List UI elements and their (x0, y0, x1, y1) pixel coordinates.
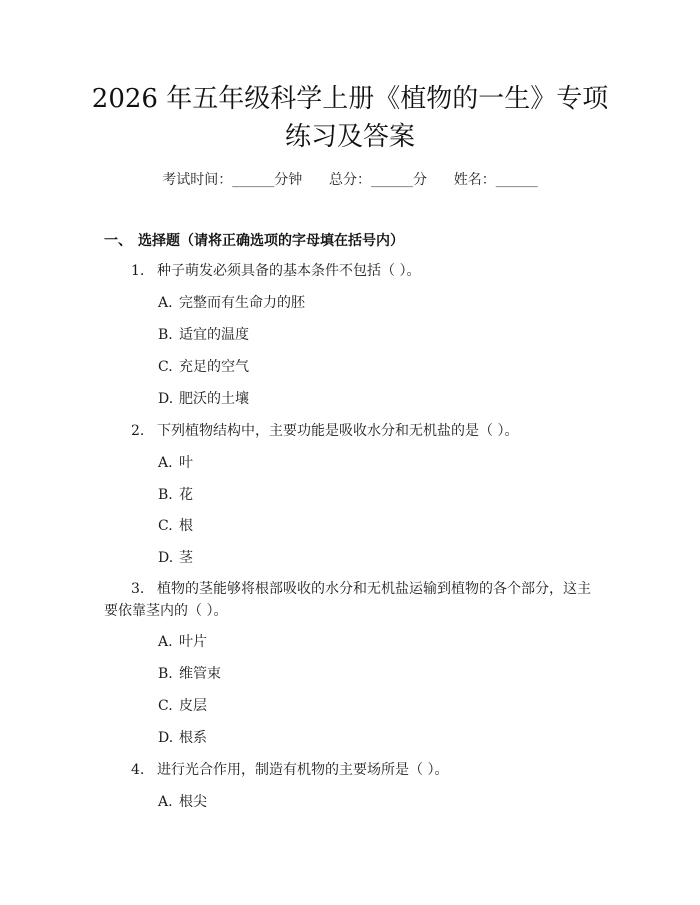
option-text: 叶 (179, 455, 193, 471)
section-heading (104, 230, 404, 250)
exam-meta-line: 考试时间：______分钟 总分：______分 姓名：______ (162, 172, 538, 188)
question-2-option-d (158, 547, 193, 569)
option-letter: B. (158, 666, 173, 682)
question-number: 3. (131, 581, 145, 597)
question-2-option-c (158, 515, 193, 537)
question-text: 植物的茎能够将根部吸收的水分和无机盐运输到植物的各个部分，这主要依靠茎内的（ ）。 (104, 581, 591, 619)
question-3-option-d (158, 727, 207, 749)
option-letter: C. (158, 359, 173, 375)
option-text: 肥沃的土壤 (179, 391, 249, 407)
question-2-option-a (158, 452, 193, 474)
option-letter: B. (158, 327, 173, 343)
question-3-option-b (158, 663, 221, 685)
option-text: 花 (179, 487, 193, 503)
question-number: 2. (131, 423, 145, 439)
option-letter: A. (158, 455, 173, 471)
option-text: 完整而有生命力的胚 (179, 295, 305, 311)
question-3-option-a (158, 631, 207, 653)
question-2-option-b (158, 484, 193, 506)
question-text: 进行光合作用，制造有机物的主要场所是（ ）。 (157, 762, 449, 778)
option-letter: D. (158, 391, 174, 407)
question-2-stem (131, 420, 611, 442)
option-text: 根尖 (179, 794, 207, 810)
question-3-stem (104, 578, 604, 622)
section-title: 选择题（请将正确选项的字母填在括号内） (138, 233, 404, 249)
option-letter: D. (158, 730, 174, 746)
option-text: 茎 (179, 550, 193, 566)
question-4-stem (131, 759, 611, 781)
option-text: 充足的空气 (179, 359, 249, 375)
option-text: 叶片 (179, 634, 207, 650)
option-text: 皮层 (179, 698, 207, 714)
option-letter: D. (158, 550, 174, 566)
question-text: 种子萌发必须具备的基本条件不包括（ ）。 (157, 263, 421, 279)
question-4-option-a (158, 791, 207, 813)
question-3-option-c (158, 695, 207, 717)
option-letter: A. (158, 794, 173, 810)
document-title (60, 80, 640, 156)
question-1-option-a (158, 292, 305, 314)
option-text: 适宜的温度 (179, 327, 249, 343)
question-1-option-d (158, 388, 249, 410)
question-1-option-b (158, 324, 249, 346)
title-line-1: 2026 年五年级科学上册《植物的一生》专项 (91, 84, 609, 114)
question-1-stem (131, 260, 611, 282)
option-letter: B. (158, 487, 173, 503)
option-text: 根 (179, 518, 193, 534)
option-letter: A. (158, 295, 173, 311)
question-number: 1. (131, 263, 145, 279)
option-letter: C. (158, 518, 173, 534)
option-text: 维管束 (179, 666, 221, 682)
question-1-option-c (158, 356, 249, 378)
question-text: 下列植物结构中，主要功能是吸收水分和无机盐的是（ ）。 (157, 423, 519, 439)
option-text: 根系 (179, 730, 207, 746)
question-number: 4. (131, 762, 145, 778)
title-line-2: 练习及答案 (284, 122, 415, 152)
option-letter: C. (158, 698, 173, 714)
section-number: 一、 (104, 233, 132, 249)
option-letter: A. (158, 634, 173, 650)
